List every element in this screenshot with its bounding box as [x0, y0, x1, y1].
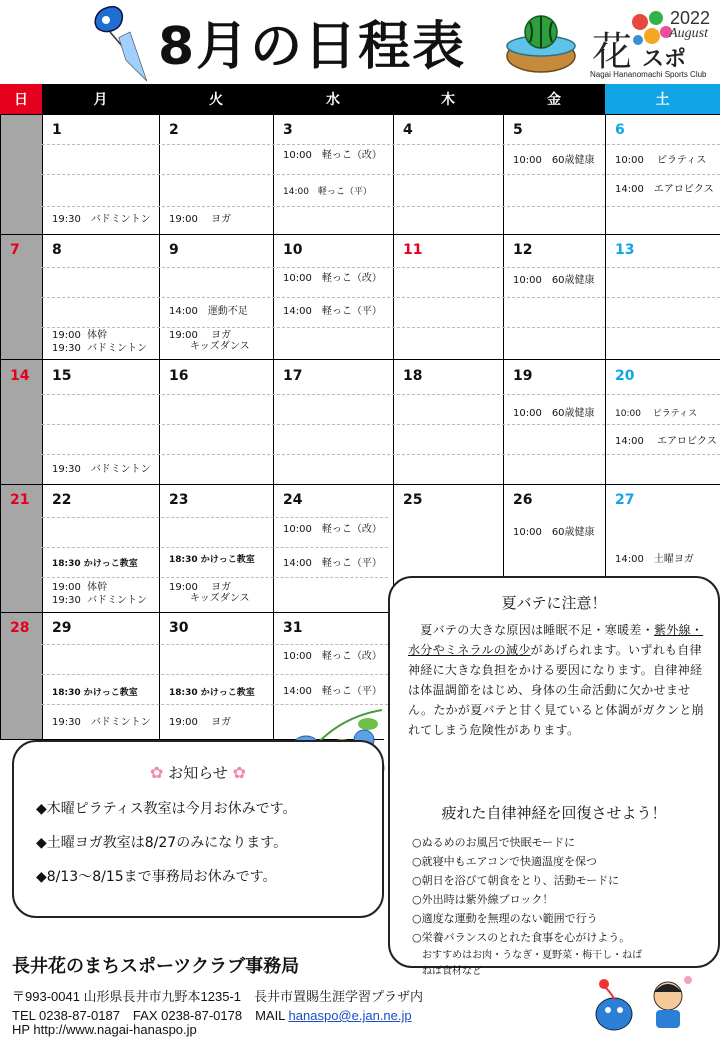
event: 10:00 ピラティス	[615, 409, 698, 419]
summer-title: 夏バテに注意！	[501, 594, 607, 612]
logo-kana: スポ	[642, 47, 687, 72]
date-7: 7	[10, 242, 20, 258]
event: 14:00 エアロビクス	[615, 436, 717, 447]
date-20: 20	[615, 368, 635, 384]
notice-item: ◆木曜ピラティス教室は今月お休みです。	[36, 801, 297, 817]
summer-fatigue-box	[388, 576, 720, 977]
date-4: 4	[403, 122, 413, 138]
logo-year: 2022	[669, 8, 710, 28]
event: キッズダンス	[190, 341, 250, 352]
event: 19:00 ヨガ	[169, 582, 231, 593]
date-18: 18	[403, 368, 423, 384]
event: 14:00 土曜ヨガ	[615, 554, 694, 565]
email-link[interactable]: hanaspo@e.jan.ne.jp	[288, 1008, 412, 1023]
event: 10:00 軽っこ（改）	[283, 273, 382, 284]
date-26: 26	[513, 492, 533, 508]
date-12: 12	[513, 242, 533, 258]
page-title: 8月の日程表	[158, 17, 467, 77]
event: 10:00 軽っこ（改）	[283, 524, 382, 535]
tip-item: おすすめはお肉・うなぎ・夏野菜・梅干し・ねば	[412, 950, 643, 961]
event: 19:30 バドミントン	[52, 595, 147, 606]
notice-title-row	[14, 762, 382, 783]
date-11: 11	[403, 242, 423, 258]
date-27: 27	[615, 492, 635, 508]
date-30: 30	[169, 620, 189, 636]
date-15: 15	[52, 368, 72, 384]
date-14: 14	[10, 368, 30, 384]
date-28: 28	[10, 620, 30, 636]
weekday-sat: 土	[605, 84, 720, 114]
logo-month: August	[669, 26, 708, 41]
tip-item: ○外出時は紫外線ブロック！	[412, 893, 554, 906]
organization-name: 長井花のまちスポーツクラブ事務局	[12, 956, 300, 977]
notice-item: ◆土曜ヨガ教室は8/27のみになります。	[36, 835, 288, 851]
date-6: 6	[615, 122, 625, 138]
header	[0, 0, 720, 84]
date-5: 5	[513, 122, 523, 138]
event: 10:00 軽っこ（改）	[283, 651, 382, 662]
event: 10:00 軽っこ（改）	[283, 150, 382, 161]
event: 18:30 かけっこ教室	[52, 559, 138, 569]
event: 14:00 軽っこ（平）	[283, 558, 382, 569]
notice-title: お知らせ	[168, 764, 228, 782]
summer-body	[408, 620, 708, 740]
summer-body-underline: 紫外線・水分やミネラルの減少	[408, 623, 704, 657]
logo-english-name: Nagai Hananomachi Sports Club	[590, 70, 707, 79]
date-25: 25	[403, 492, 423, 508]
tel-fax: TEL 0238-87-0187 FAX 0238-87-0178 MAIL	[12, 1008, 289, 1023]
event: 18:30 かけっこ教室	[52, 688, 138, 698]
date-19: 19	[513, 368, 533, 384]
date-16: 16	[169, 368, 189, 384]
watermelon-icon	[502, 8, 580, 78]
sunday-column	[0, 114, 42, 740]
notice-item: ◆8/13～8/15まで事務局お休みです。	[36, 869, 277, 885]
date-9: 9	[169, 242, 179, 258]
event: 14:00 運動不足	[169, 306, 248, 317]
event: 18:30 かけっこ教室	[169, 688, 255, 698]
date-22: 22	[52, 492, 72, 508]
event: 19:00 ヨガ	[169, 214, 231, 225]
tip-item: ねば食材など	[412, 966, 482, 977]
tip-item: ○朝日を浴びて朝食をとり、活動モードに	[412, 874, 620, 887]
tip-item: ○栄養バランスのとれた食事を心がけよう。	[412, 931, 631, 944]
date-3: 3	[283, 122, 293, 138]
event: 10:00 60歳健康	[513, 527, 595, 538]
summer-body-text: 夏バテの大きな原因は睡眠不足・寒暖差・	[408, 623, 655, 637]
event: 19:30 バドミントン	[52, 214, 151, 225]
weekday-sun: 日	[0, 84, 42, 114]
weekday-thu: 木	[393, 84, 503, 114]
weekday-tue: 火	[159, 84, 273, 114]
logo-hana: 花	[592, 29, 632, 75]
event: 14:00 軽っこ（平）	[283, 686, 382, 697]
club-logo	[590, 6, 716, 82]
event: 19:00 ヨガ	[169, 717, 231, 728]
weekday-fri: 金	[503, 84, 605, 114]
date-8: 8	[52, 242, 62, 258]
event: 10:00 60歳健康	[513, 408, 595, 419]
date-13: 13	[615, 242, 635, 258]
tip-item: ○ぬるめのお風呂で快眠モードに	[412, 836, 576, 849]
date-1: 1	[52, 122, 62, 138]
wind-chime-icon	[88, 4, 162, 82]
event: 14:00 軽っこ（平）	[283, 187, 372, 197]
flower-icon: ✿	[150, 763, 164, 782]
event: 19:30 バドミントン	[52, 343, 147, 354]
date-29: 29	[52, 620, 72, 636]
event: 14:00 エアロビクス	[615, 184, 714, 195]
event: 19:30 バドミントン	[52, 717, 151, 728]
weekday-wed: 水	[273, 84, 393, 114]
flower-icon: ✿	[232, 763, 246, 782]
event: 19:30 バドミントン	[52, 464, 151, 475]
event: 18:30 かけっこ教室	[169, 555, 255, 565]
date-10: 10	[283, 242, 303, 258]
notice-box	[12, 740, 384, 918]
address: 〒993-0041 山形県長井市九野本1235-1 長井市置賜生涯学習プラザ内	[12, 989, 424, 1004]
event: 10:00 ピラティス	[615, 155, 707, 166]
event: 10:00 60歳健康	[513, 155, 595, 166]
event: キッズダンス	[190, 593, 250, 604]
summer-body-text-2: があげられます。いずれも自律神経に大きな負担をかける要因になります。自律神経は体温調節をはじめ、身体の生命活動に欠かせません。たかが夏バテと甘く見ていると体調がガクンと崩れてしまう危険性があります。	[408, 643, 704, 737]
event: 19:00 体幹	[52, 330, 108, 341]
homepage-link[interactable]: HP http://www.nagai-hanaspo.jp	[12, 1022, 197, 1037]
date-31: 31	[283, 620, 303, 636]
date-2: 2	[169, 122, 179, 138]
mascot-icon	[592, 970, 700, 1034]
weekday-mon: 月	[42, 84, 159, 114]
date-17: 17	[283, 368, 303, 384]
event: 10:00 60歳健康	[513, 275, 595, 286]
tip-item: ○適度な運動を無理のない範囲で行う	[412, 912, 598, 925]
date-21: 21	[10, 492, 30, 508]
event: 19:00 ヨガ	[169, 330, 231, 341]
date-24: 24	[283, 492, 303, 508]
event: 14:00 軽っこ（平）	[283, 306, 382, 317]
summer-subtitle: 疲れた自律神経を回復させよう！	[441, 804, 667, 822]
date-23: 23	[169, 492, 189, 508]
tip-item: ○就寝中もエアコンで快適温度を保つ	[412, 855, 598, 868]
event: 19:00 体幹	[52, 582, 108, 593]
